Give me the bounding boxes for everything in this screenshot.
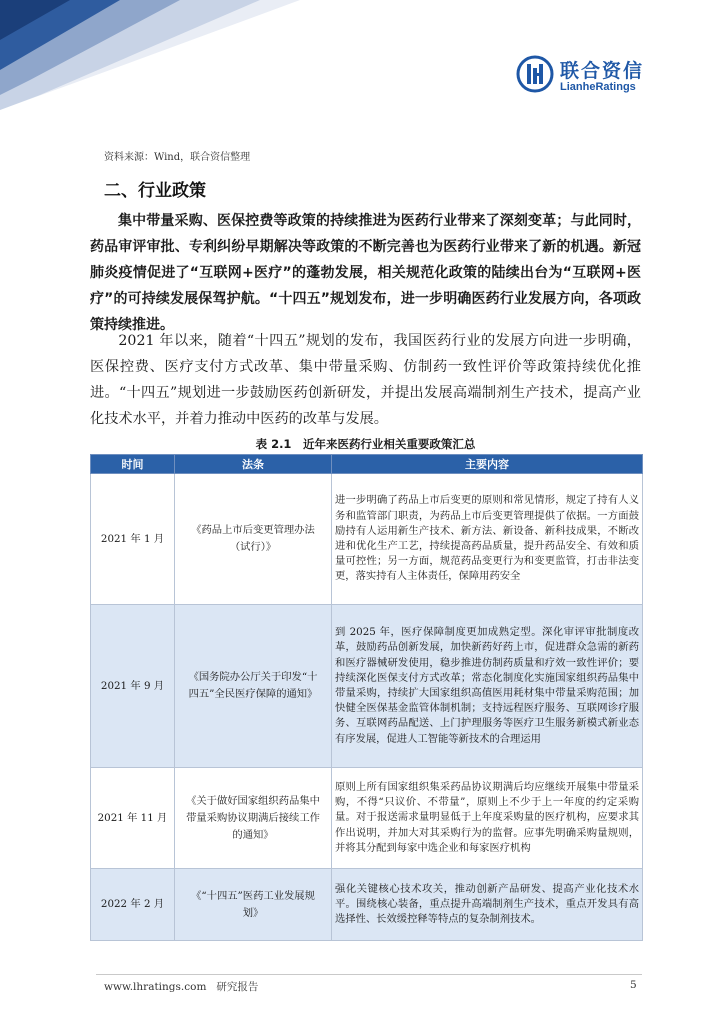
- cell-time: 2021 年 9 月: [91, 605, 175, 768]
- cell-content: 到 2025 年，医疗保障制度更加成熟定型。深化审评审批制度改革，鼓励药品创新发展，加快新药好药上市，促进群众急需的新药和医疗器械研发使用，稳步推进仿制药质量和疗效一致性评价；要持续深化医保支付方式改革；常态化制度化实施国家组织药品集中带量采购，持续扩大国家组织高值医用耗材集中带量采购范围；加快健全医保基金监管体制机制；支持远程医疗服务、互联网诊疗服务、互联网药品配送、上门护理服务等医疗卫生服务新模式新业态有序发展，促进人工智能等新技术的合理运用: [332, 605, 643, 768]
- footer-website: [104, 979, 258, 994]
- footer-url: www.lhratings.com: [104, 981, 207, 993]
- table-row: [91, 768, 643, 869]
- table-row: [91, 605, 643, 768]
- table-title: 表 2.1 近年来医药行业相关重要政策汇总: [255, 437, 476, 451]
- cell-law: 《国务院办公厅关于印发“十四五”全民医疗保障的通知》: [175, 605, 332, 768]
- section-heading: 二、行业政策: [104, 181, 206, 201]
- table-row: [91, 474, 643, 605]
- header-wave-decoration: [0, 0, 300, 120]
- cell-time: 2021 年 11 月: [91, 768, 175, 869]
- header-content: 主要内容: [332, 455, 643, 474]
- cell-content: 原则上所有国家组织集采药品协议期满后均应继续开展集中带量采购，不得“只议价、不带量”，原则上不少于上一年度的约定采购量。对于报送需求量明显低于上年度采购量的医疗机构，应要求其作出说明，并加大对其采购行为的监督。应事先明确采购量规则，并将其分配到每家中选企业和每家医疗机构: [332, 768, 643, 869]
- cell-law: 《药品上市后变更管理办法（试行）》: [175, 474, 332, 605]
- cell-content: 强化关键核心技术攻关，推动创新产品研发、提高产业化技术水平。围绕核心装备，重点提升高端制剂生产技术，重点开发具有高选择性、长效缓控释等特点的复杂制剂技术。: [332, 869, 643, 941]
- cell-content: 进一步明确了药品上市后变更的原则和常见情形，规定了持有人义务和监管部门职责，为药品上市后变更管理提供了依据。一方面鼓励持有人运用新生产技术、新方法、新设备、新科技成果，不断改进和优化生产工艺，持续提高药品质量，提升药品安全、有效和质量可控性；另一方面，规范药品变更行为和变更监管，打击非法变更，落实持有人主体责任，保障用药安全: [332, 474, 643, 605]
- footer-divider: [96, 974, 642, 975]
- cell-time: 2021 年 1 月: [91, 474, 175, 605]
- cell-law: 《“十四五”医药工业发展规划》: [175, 869, 332, 941]
- source-note: 资料来源：Wind，联合资信整理: [104, 152, 251, 163]
- header-time: 时间: [91, 455, 175, 474]
- header-law: 法条: [175, 455, 332, 474]
- summary-paragraph: 集中带量采购、医保控费等政策的持续推进为医药行业带来了深刻变革；与此同时，药品审评审批、专利纠纷早期解决等政策的不断完善也为医药行业带来了新的机遇。新冠肺炎疫情促进了“互联网+医疗”的蓬勃发展，相关规范化政策的陆续出台为“互联网+医疗”的可持续发展保驾护航。“十四五”规划发布，进一步明确医药行业发展方向，各项政策持续推进。: [90, 213, 641, 333]
- brand-logo: [516, 55, 706, 95]
- brand-name-cn: 联合资信: [560, 60, 645, 82]
- cell-law: 《关于做好国家组织药品集中带量采购协议期满后接续工作的通知》: [175, 768, 332, 869]
- body-paragraph: 2021 年以来，随着“十四五”规划的发布，我国医药行业的发展方向进一步明确，医保控费、医疗支付方式改革、集中带量采购、仿制药一致性评价等政策持续优化推进。“十四五”规划进一步鼓励医药创新研发，并提出发展高端制剂生产技术，提高产业化技术水平，并着力推动中医药的改革与发展。: [90, 333, 641, 427]
- table-row: [91, 869, 643, 941]
- footer-doc-type: 研究报告: [216, 981, 259, 993]
- cell-time: 2022 年 2 月: [91, 869, 175, 941]
- brand-name-en: LianheRatings: [560, 81, 636, 93]
- policy-table: [90, 454, 643, 941]
- table-header-row: [91, 455, 643, 474]
- lianhe-logo-icon: [516, 55, 554, 93]
- page-number: 5: [630, 979, 637, 991]
